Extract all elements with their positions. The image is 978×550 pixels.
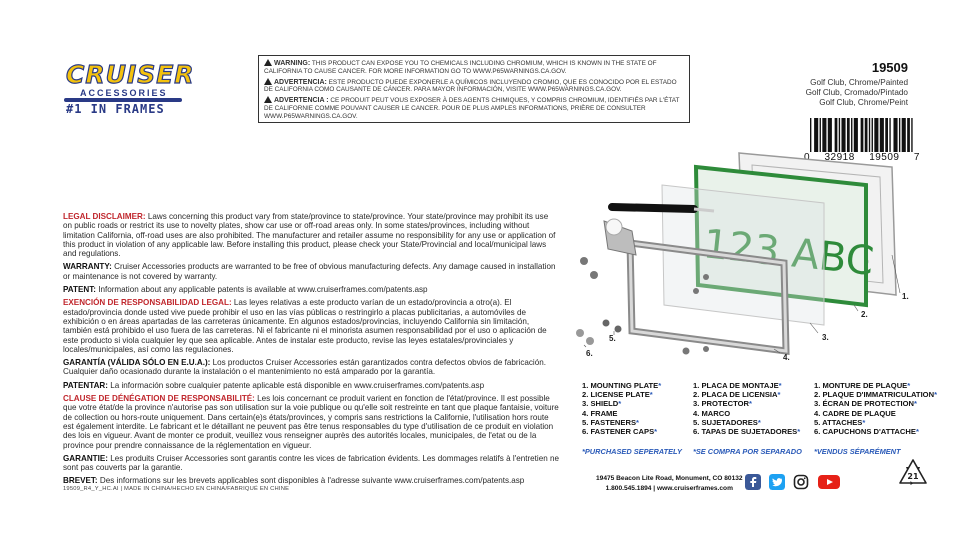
parts-list-en (582, 381, 661, 436)
legal-heading: EXENCIÓN DE RESPONSABILIDAD LEGAL: (63, 298, 232, 308)
logo-sub: ACCESSORIES (80, 88, 168, 98)
print-code: 19509_R4_Y_HC.AI | MADE IN CHINA/HECHO EN CHINA/FABRIQUÉ EN CHINE (63, 486, 290, 492)
parts-list-es (693, 381, 800, 436)
warning-text: THIS PRODUCT CAN EXPOSE YOU TO CHEMICALS INCLUDING CHROMIUM, WHICH IS KNOWN IN THE STATE OF CALIFORNIA TO CAUSE CANCER. FOR MORE INFORMATION GO TO WWW.P65WARNINGS.CA.GOV. (264, 60, 657, 75)
part-item: 6. CAPUCHONS D'ATTACHE* (814, 427, 919, 437)
parts-list-fr (814, 381, 937, 436)
warranty-en (63, 262, 559, 281)
part-item: 3. SHIELD* (582, 399, 622, 409)
youtube-icon[interactable] (818, 474, 840, 490)
callout-6: 6. (586, 349, 593, 358)
callout-5: 5. (609, 334, 616, 343)
legal-body: Des informations sur les brevets applicables sont disponibles à l'adresse suivante www.cruiserframes.com/patents.asp (99, 476, 525, 486)
logo-tagline: #1 IN FRAMES (66, 102, 165, 116)
callout-2: 2. (861, 310, 868, 319)
fastener-caps (576, 329, 594, 345)
prop65-warning-box (258, 55, 690, 123)
legal-body: Los productos Cruiser Accessories están garantizados contra defectos obvios de fabricación. Cualquier daño ocasionado durante la instalación o el mantenimiento no está amparado por la garantía. (63, 358, 546, 377)
part-item: 3. PROTECTOR* (693, 399, 752, 409)
note-fr: *VENDUS SÉPARÉMENT (814, 447, 901, 456)
legal-heading: LEGAL DISCLAIMER: (63, 212, 146, 221)
warning-text: CE PRODUIT PEUT VOUS EXPOSER À DES AGENTS CHIMIQUES, Y COMPRIS CHROMIUM, IDENTIFIÉS PAR L'ÉTAT DE CALIFORNIE COMME POUVANT CAUSER LE CANCER. POUR DE PLUS AMPLES INFORMATIONS, PRIÈRE DE CONSULTER WWW.P65WARNINGS.CA.GOV. (264, 97, 680, 120)
plate-number: ABC (789, 230, 876, 285)
contact-info (596, 474, 743, 493)
legal-body: Laws concerning this product vary from state/province to state/province. Your state/province may prohibit its use on public roads or restrict its use to novelty plates, show car use or off-road areas only. In some states/provinces, including without limitation California, off-road uses are also prohibited. The manufacturer and retailer assume no responsibility for any use or application of this product in violation of any applicable law. Before installing this product, please check your State/Provincial and local/municipal laws and regulations. (63, 212, 556, 259)
part-item: 4. MARCO (693, 408, 731, 418)
recycle-icon (898, 458, 928, 486)
part-item: 1. PLACA DE MONTAJE* (693, 381, 782, 390)
recycle-code: 21 (907, 472, 919, 481)
sku-number: 19509 (871, 60, 908, 75)
legal-heading: CLAUSE DE DÉNÉGATION DE RESPONSABILITÉ: (63, 394, 255, 404)
warning-triangle-icon (264, 78, 272, 85)
legal-disclaimer-es (63, 298, 559, 354)
warning-label: ADVERTENCIA : (274, 97, 329, 105)
legal-body: La información sobre cualquier patente aplicable está disponible en www.cruiserframes.com/patents.asp (110, 380, 485, 390)
warning-fr (264, 96, 684, 120)
part-item: 5. ATTACHES* (814, 417, 866, 427)
warranty-es (63, 358, 559, 377)
part-item: 5. SUJETADORES* (693, 417, 761, 427)
legal-body: Cruiser Accessories products are warranted to be free of obvious manufacturing defects. Any damage caused in installation or maintenance is not covered by warranty. (63, 262, 556, 281)
barcode-digit: 19509 (869, 152, 900, 163)
warning-label: WARNING: (274, 60, 311, 67)
legal-heading: PATENTAR: (63, 380, 108, 390)
part-item: 1. MONTURE DE PLAQUE* (814, 381, 911, 390)
part-item: 5. FASTENERS* (582, 417, 639, 427)
legal-body: Las leyes relativas a este producto varían de un estado/provincia a otro(a). El estado/provincia donde usted vive puede prohibir el uso en las vías públicas o restringirlo a placas publicitarias, a automóviles de exhibición o en áreas apartadas de las carreteras únicamente. En algunos estados/provincias, incluyendo California sin limitación, también está prohibido el uso fuera de las carreteras. Ni el fabricante ni el minorista asumen responsabilidad por el uso o aplicación de este producto si viola cualquier ley que sea aplicable. Antes de instalar este producto, revise las leyes estatales/provinciales y locales/municipales, así como las regulaciones. (63, 298, 547, 354)
warning-en (264, 59, 684, 76)
part-item: 6. FASTENER CAPS* (582, 427, 658, 437)
part-item: 4. FRAME (582, 408, 618, 418)
legal-disclaimer-en (63, 212, 559, 258)
warning-label: ADVERTENCIA: (274, 78, 327, 86)
callout-1: 1. (902, 292, 909, 301)
part-item: 6. TAPAS DE SUJETADORES* (693, 427, 801, 437)
callout-4: 4. (783, 353, 790, 362)
legal-text (63, 212, 559, 490)
sku-desc-en: Golf Club, Chrome/Painted (810, 78, 908, 87)
part-item: 2. PLAQUE D'IMMATRICULATION* (814, 390, 938, 400)
part-item: 2. PLACA DE LICENSIA* (693, 390, 781, 400)
barcode-digit: 32918 (824, 152, 855, 163)
warranty-fr (63, 454, 559, 473)
legal-heading: WARRANTY: (63, 262, 112, 272)
part-item: 1. MOUNTING PLATE* (582, 381, 662, 390)
barcode-digit: 0 (804, 152, 811, 163)
warning-triangle-icon (264, 96, 272, 103)
legal-body: Les produits Cruiser Accessories sont garantis contre les vices de fabrication évidents. Les dommages relatifs à l'entretien ne sont pas couverts par la garantie. (63, 453, 559, 473)
sku-block (806, 60, 908, 108)
part-item: 4. CADRE DE PLAQUE (814, 408, 896, 418)
note-en: *PURCHASED SEPERATELY (582, 447, 682, 456)
instagram-icon[interactable] (793, 474, 809, 490)
warning-text: ESTE PRODUCTO PUEDE EXPONERLE A QUÍMICOS INCLUYENDO CROMIO, QUE ES CONOCIDO POR EL ESTADO DE CALIFORNIA COMO CAUSANTE DE CÁNCER. PARA MAYOR INFORMACIÓN, VISITE WWW.P65WARNINGS.CA.GOV. (264, 78, 677, 94)
callout-3: 3. (822, 333, 829, 342)
patent-en (63, 285, 559, 294)
address: 19475 Beacon Lite Road, Monument, CO 80132 (596, 475, 743, 482)
legal-disclaimer-fr (63, 394, 559, 450)
patent-es (63, 381, 559, 390)
logo-wordmark: CRUISER (66, 60, 195, 89)
legal-body: Information about any applicable patents is available at www.cruiserframes.com/patents.asp (98, 285, 428, 295)
brand-logo (62, 58, 195, 120)
patent-fr (63, 476, 559, 485)
exploded-diagram (574, 145, 934, 377)
part-item: 3. ÉCRAN DE PROTECTION* (814, 399, 917, 409)
note-es: *SE COMPRA POR SEPARADO (693, 447, 802, 456)
legal-heading: GARANTÍA (VÁLIDA SÓLO EN E.U.A.): (63, 358, 211, 368)
legal-heading: GARANTIE: (63, 453, 108, 463)
legal-heading: BREVET: (63, 476, 98, 486)
legal-body: Les lois concernant ce produit varient en fonction de l'état/province. Il est possible que votre état/de la province n'autorise pas son utilisation sur la voie publique ou qu'elle soit restreinte en tant que plaque fantaisie, voiture de collection ou hors-route uniquement. Dans certain(e)s états/provinces, y compris sans restrictions la Californie, l'utilisation hors route est également interdite. Le fabricant et le détaillant ne peuvent pas être tenus responsables du type d'utilisation de ce produit en violation des lois en vigueur. Avant de monter ce produit, veuillez vous renseigner auprès des autorités locales, municipales, de l'etat ou de la province pour prendre connaissance de la réglementation en vigueur. (63, 394, 559, 450)
sku-desc-es: Golf Club, Cromado/Pintado (805, 88, 908, 97)
phone-web: 1.800.545.1894 | www.cruiserframes.com (605, 484, 733, 492)
sku-desc-fr: Golf Club, Chrome/Peint (819, 98, 908, 107)
warning-triangle-icon (264, 59, 272, 66)
facebook-icon[interactable] (745, 474, 761, 490)
barcode-digit: 7 (913, 152, 920, 163)
twitter-icon[interactable] (769, 474, 785, 490)
warning-es (264, 78, 684, 95)
part-item: 2. LICENSE PLATE* (582, 390, 653, 400)
legal-heading: PATENT: (63, 285, 96, 295)
